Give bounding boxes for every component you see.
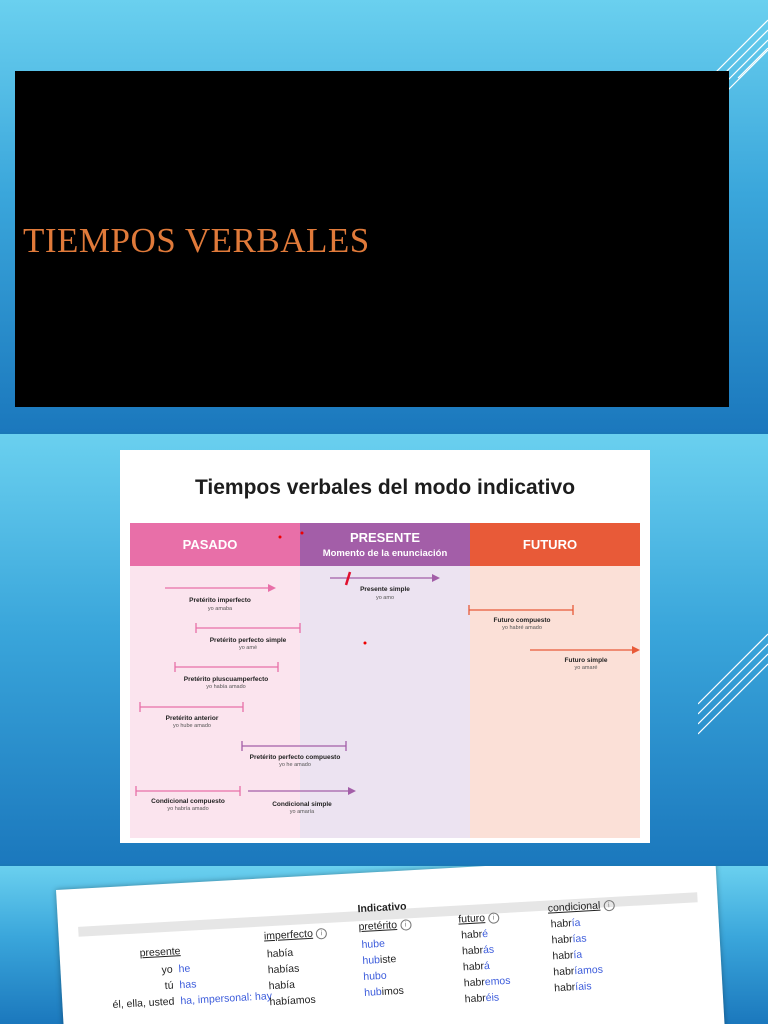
tense-example: yo habría amado [167, 806, 209, 812]
group-label: Indicativo [357, 900, 407, 916]
col-header-condicional[interactable]: condicional i [547, 899, 614, 915]
timeline-title: Tiempos verbales del modo indicativo [194, 476, 576, 499]
tense-example: yo amaré [574, 665, 598, 671]
tense-name: Presente simple [360, 586, 410, 593]
tense-example: yo hube amado [173, 723, 211, 729]
verb-form[interactable]: has [179, 978, 197, 992]
tense-name: Pretérito perfecto compuesto [249, 754, 341, 761]
verb-form: hubiste [362, 953, 397, 967]
verb-form: hube [361, 937, 386, 952]
tense-name: Condicional simple [272, 801, 332, 808]
col-futuro-label: FUTURO [522, 537, 578, 552]
timeline-diagram [120, 450, 650, 843]
timeline-panel [120, 450, 650, 843]
col-futuro-bg [470, 566, 640, 838]
verb-form: habíamos [269, 993, 316, 1009]
tense-example: yo amé [238, 645, 258, 651]
col-header-futuro[interactable]: futuro i [458, 911, 499, 925]
tense-name: Futuro simple [564, 657, 608, 664]
slide-conjugation [0, 866, 768, 1024]
tense-name: Condicional compuesto [151, 798, 225, 805]
info-icon[interactable]: i [316, 928, 328, 940]
tense-example: yo había amado [206, 684, 246, 690]
verb-form: habríais [553, 980, 592, 995]
verb-form: habría [550, 916, 581, 931]
person-label: tú [164, 979, 174, 993]
verb-form: había [266, 946, 294, 961]
verb-form: habría [552, 948, 583, 963]
verb-form: habrías [551, 932, 587, 947]
person-label: yo [161, 963, 173, 977]
verb-form[interactable]: ha, impersonal: hay [180, 990, 273, 1008]
verb-form: habías [267, 962, 300, 977]
verb-form: habréis [464, 991, 500, 1006]
info-icon[interactable]: i [400, 919, 412, 931]
verb-form: había [268, 978, 296, 993]
slide-timeline [0, 434, 768, 864]
verb-form: habrás [461, 943, 495, 958]
verb-form: hubo [362, 969, 387, 983]
info-icon[interactable]: i [488, 912, 500, 924]
tense-example: yo amaría [289, 809, 315, 815]
tense-name: Futuro compuesto [493, 617, 551, 624]
info-icon[interactable]: i [603, 900, 615, 912]
col-header-presente[interactable]: presente [139, 945, 181, 960]
verb-form: habremos [463, 974, 511, 990]
verb-form: habríamos [553, 963, 604, 979]
tense-example: yo he amado [279, 762, 311, 768]
title-box [15, 71, 729, 407]
verb-form: habrá [462, 959, 491, 974]
slide-title-text: TIEMPOS VERBALES [23, 221, 370, 260]
person-label: él, ella, usted [112, 995, 175, 1012]
tense-example: yo amaba [207, 606, 233, 612]
conjugation-table [56, 866, 726, 1024]
slide-title [0, 0, 768, 432]
col-presente-bg [300, 566, 470, 838]
col-presente-sub: Momento de la enunciación [322, 548, 448, 559]
col-presente-label: PRESENTE [349, 530, 421, 545]
col-header-preterito[interactable]: pretérito i [358, 918, 411, 933]
verb-form: habré [460, 927, 489, 942]
tense-name: Pretérito perfecto simple [209, 637, 287, 644]
col-pasado-label: PASADO [182, 537, 238, 552]
tense-example: yo amo [375, 595, 395, 601]
verb-form[interactable]: he [178, 962, 191, 976]
tense-name: Pretérito pluscuamperfecto [183, 676, 269, 683]
col-header-imperfecto[interactable]: imperfecto i [264, 927, 328, 942]
decorative-stripes [698, 614, 768, 754]
tense-example: yo habré amado [502, 625, 542, 631]
tense-name: Pretérito imperfecto [189, 597, 251, 604]
verb-form: hubimos [363, 984, 405, 999]
tense-name: Pretérito anterior [165, 715, 219, 722]
